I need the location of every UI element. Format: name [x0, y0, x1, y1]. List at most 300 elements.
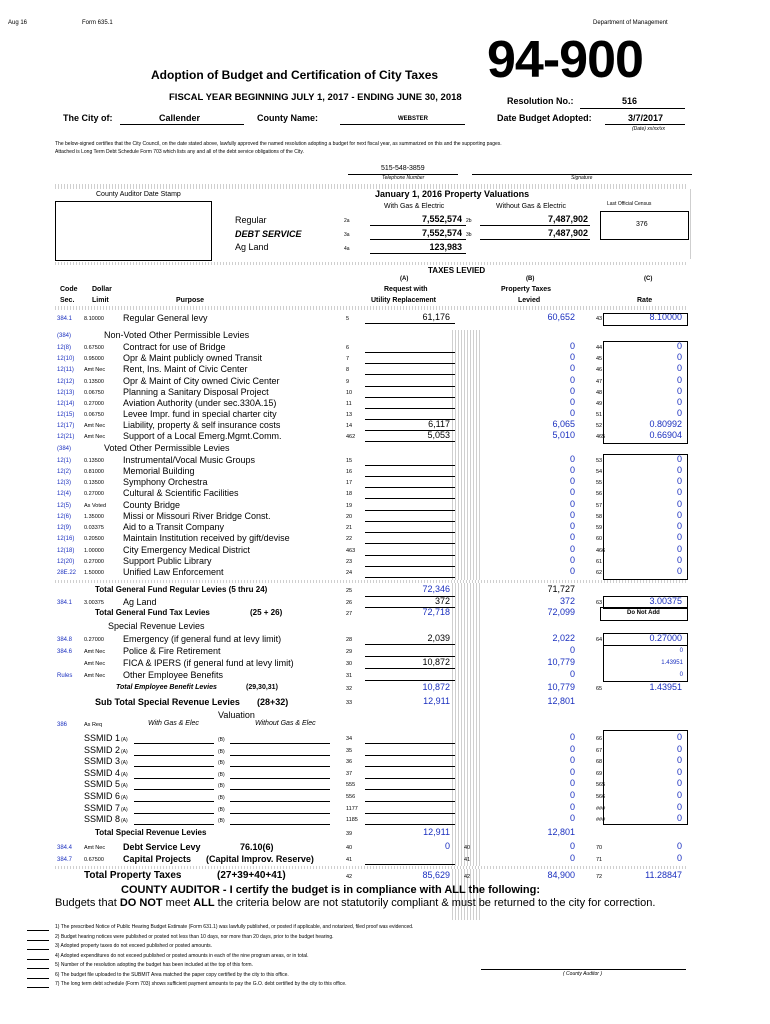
- levied-amount: 0: [569, 510, 575, 520]
- emergency-label: Emergency (if general fund at levy limit): [123, 634, 282, 644]
- ssmid-a-tag: (A): [121, 783, 128, 790]
- levied-amount: 0: [569, 408, 575, 418]
- line-number: 69: [596, 770, 603, 777]
- levy-purpose: Unified Law Enforcement: [123, 567, 224, 577]
- code-sec: (384): [57, 446, 72, 452]
- levied-amount: 0: [569, 544, 575, 554]
- dollar-limit: As Req: [84, 722, 103, 728]
- ssmid-b-tag: (B): [218, 783, 225, 790]
- ssmid-label: SSMID 3: [84, 756, 121, 767]
- ssmid-label: SSMID 4: [84, 767, 121, 778]
- input-underline: [365, 766, 455, 767]
- ssmid-rate: 0: [676, 790, 682, 800]
- line-number: 6: [346, 345, 350, 351]
- code-sec: 12(15): [57, 412, 75, 418]
- ssmid-levied: 0: [569, 813, 575, 824]
- intro-text-2: Attached is Long Term Debt Schedule Form 703 which lists any and all of the debt service obligations of the City.: [55, 149, 304, 155]
- ssmid-without-field[interactable]: [230, 766, 330, 767]
- dollar-limit: 0.27000: [84, 637, 104, 643]
- request-amount[interactable]: 6,117: [428, 419, 450, 429]
- stamp-label: County Auditor Date Stamp: [96, 191, 181, 198]
- signature-caption: Signature: [571, 175, 593, 181]
- ssmid-rate: 0: [676, 766, 682, 777]
- ssmid-levied: 0: [569, 743, 575, 754]
- ssmid-rate-box: [603, 730, 688, 825]
- dollar-limit: 0.95000: [84, 356, 104, 362]
- ssmid-with-field[interactable]: [134, 801, 214, 802]
- total-general-regular-label: Total General Fund Regular Levies (5 thru 24): [95, 585, 268, 594]
- city-value[interactable]: Callender: [159, 113, 201, 123]
- input-underline: [365, 323, 455, 324]
- line-number: 32: [346, 686, 353, 692]
- valuation-heading: Valuation: [218, 710, 255, 720]
- request-amount[interactable]: 5,053: [427, 430, 450, 440]
- input-underline: [365, 476, 455, 477]
- line-number: 70: [596, 845, 603, 851]
- emergency-a[interactable]: 2,039: [427, 633, 450, 643]
- levied-amount: 0: [569, 555, 575, 565]
- line-number: 4a: [344, 246, 350, 252]
- line-number: 31: [346, 673, 353, 679]
- rate-value: 0: [676, 352, 682, 362]
- ag-land-b: 372: [559, 596, 575, 606]
- rate-value: 0: [676, 566, 682, 576]
- certify-part: Budgets that: [55, 897, 120, 909]
- subtotal-special-b: 12,801: [547, 696, 575, 706]
- code-sec: 384.8: [57, 637, 73, 643]
- levied-amount: 60,652: [547, 312, 575, 322]
- subtotal-special-sub: (28+32): [257, 697, 289, 707]
- employee-total-rate: 1.43951: [649, 682, 682, 692]
- checklist-item: 4) Adopted expenditures do not exceed published or posted amounts in each of the nine program areas, or in total.: [55, 952, 309, 959]
- input-underline: [365, 487, 455, 488]
- line-number: 41: [464, 857, 471, 863]
- total-property-a: 85,629: [422, 870, 450, 880]
- levied-amount: 0: [569, 521, 575, 531]
- levy-purpose: Planning a Sanitary Disposal Project: [123, 387, 269, 397]
- line-number: 56: [596, 491, 603, 497]
- ssmid-rate: 0: [676, 743, 682, 754]
- line-number: 63: [596, 600, 603, 606]
- col-b-tag: (B): [526, 276, 535, 282]
- col-a-header-1: Request with: [384, 286, 428, 293]
- ssmid-with-field[interactable]: [134, 743, 214, 744]
- total-special-b: 12,801: [547, 827, 575, 837]
- certify-criteria: [55, 897, 655, 909]
- line-number: 2a: [344, 218, 350, 224]
- val-ag-with[interactable]: 123,983: [429, 242, 462, 252]
- line-number: 1185: [346, 817, 358, 824]
- line-number: 40: [464, 845, 471, 851]
- census-value: 376: [636, 221, 648, 228]
- val-debt-with[interactable]: 7,552,574: [421, 228, 462, 238]
- capital-projects-rate: 0: [676, 853, 682, 863]
- levied-amount: 0: [569, 375, 575, 385]
- total-property-b: 84,900: [547, 870, 575, 880]
- line-number: 19: [346, 503, 353, 509]
- request-amount[interactable]: 61,176: [422, 312, 450, 322]
- levy-purpose: Contract for use of Bridge: [123, 342, 226, 352]
- line-number: 10: [346, 390, 353, 396]
- levied-amount: 0: [569, 386, 575, 396]
- total-general-regular-b: 71,727: [547, 584, 575, 594]
- dollar-limit: 8.10000: [84, 316, 104, 322]
- certify-heading: COUNTY AUDITOR - I certify the budget is in compliance with ALL the following:: [121, 884, 541, 896]
- ssmid-b-tag: (B): [218, 748, 225, 755]
- dollar-limit: 0.27000: [84, 491, 104, 497]
- line-number: 3b: [466, 232, 472, 238]
- ssmid-without-field[interactable]: [230, 801, 330, 802]
- ssmid-levied: 0: [569, 801, 575, 812]
- code-sec: 12(17): [57, 423, 75, 429]
- rate-value: 0: [676, 375, 682, 385]
- ssmid-levied: 0: [569, 732, 575, 742]
- rate-value: 0: [676, 499, 682, 509]
- ssmid-label: SSMID 1: [84, 733, 121, 743]
- certify-part: the criteria below are not statutorily compliant & must be returned to the city for correction.: [214, 897, 656, 909]
- input-underline: [365, 386, 455, 387]
- line-number: 44: [596, 345, 603, 351]
- line-number: 37: [346, 770, 353, 777]
- levy-purpose: Aviation Authority (under sec.330A.15): [123, 398, 277, 408]
- input-underline: [365, 532, 455, 533]
- line-number: 463: [346, 548, 356, 554]
- rate-value: 0: [676, 555, 682, 565]
- rate-value: 0: [676, 476, 682, 486]
- ssmid-without-field[interactable]: [230, 778, 330, 779]
- levied-amount: 5,010: [552, 430, 575, 440]
- line-number: 55: [596, 480, 603, 486]
- total-property-sub: (27+39+40+41): [217, 870, 286, 881]
- page-title: Adoption of Budget and Certification of City Taxes: [151, 68, 439, 82]
- line-number: 71: [596, 857, 603, 863]
- phone-number[interactable]: 515-548-3859: [381, 165, 425, 172]
- code-sec: 12(14): [57, 401, 75, 407]
- ssmid-without-field[interactable]: [230, 824, 330, 825]
- subtotal-special-label: Sub Total Special Revenue Levies: [95, 697, 240, 707]
- rate-value: 0.80992: [649, 419, 682, 429]
- levy-purpose: Support of a Local Emerg.Mgmt.Comm.: [123, 431, 282, 441]
- dollar-limit: Amt Nec: [84, 423, 106, 429]
- rate-value: 0: [676, 408, 682, 418]
- dollar-limit: 0.27000: [84, 401, 104, 407]
- line-number: 48: [596, 390, 603, 396]
- resolution-value[interactable]: 516: [622, 96, 638, 106]
- line-number: 466: [596, 548, 606, 554]
- line-number: 29: [346, 649, 353, 655]
- ssmid-label: SSMID 2: [84, 744, 121, 755]
- code-sec: 12(4): [57, 491, 72, 497]
- rate-value: 0.66904: [649, 430, 682, 440]
- levied-amount: 0: [569, 397, 575, 407]
- code-sec: 12(9): [57, 525, 72, 531]
- line-number: 566: [596, 794, 606, 800]
- ssmid-without-field[interactable]: [230, 789, 330, 790]
- ssmid-without-field[interactable]: [230, 743, 330, 744]
- levy-purpose: Cultural & Scientific Facilities: [123, 488, 239, 498]
- levy-purpose: Regular General levy: [123, 313, 208, 323]
- other-employee-b: 0: [569, 669, 575, 679]
- val-regular-with[interactable]: 7,552,574: [421, 214, 462, 224]
- line-number: 46: [596, 367, 603, 373]
- rate-value: 0: [676, 521, 682, 531]
- col-b-header-2: Levied: [518, 297, 541, 304]
- total-property-rate: 11.28847: [645, 870, 682, 880]
- ssmid-rate: 0: [676, 732, 682, 742]
- code-sec: 12(18): [57, 548, 75, 554]
- other-employee-label: Other Employee Benefits: [123, 670, 224, 680]
- levied-amount: 0: [569, 476, 575, 486]
- line-number: 39: [346, 831, 353, 837]
- line-number: 47: [596, 379, 603, 385]
- code-sec: 12(11): [57, 367, 74, 373]
- intro-text-1: The below-signed certifies that the City Council, on the date stated above, lawfully approved the named resolution adopting a budget for next fiscal year, as summarized on this and the supporting pages.: [55, 141, 502, 147]
- input-underline: [365, 778, 455, 779]
- dollar-limit: 0.13500: [84, 480, 104, 486]
- dollar-limit: Amt Nec: [84, 845, 106, 851]
- code-sec: 12(12): [57, 379, 75, 385]
- input-underline: [365, 521, 455, 522]
- checklist-item: 1) The prescribed Notice of Public Hearing Budget Estimate (Form 631.1) was lawfully published, or posted if applicable, and notarized, filed proof was evidenced.: [55, 924, 414, 930]
- val-debt-without[interactable]: 7,487,902: [547, 228, 588, 238]
- dollar-limit: 1.35000: [84, 514, 104, 520]
- ssmid-levied: 0: [569, 778, 575, 789]
- dollar-limit: Amt Nec: [84, 434, 106, 440]
- levied-amount: 0: [569, 341, 575, 351]
- levy-purpose: Symphony Orchestra: [123, 477, 208, 487]
- total-general-tax-sub: (25 + 26): [250, 608, 283, 617]
- line-number: 465: [596, 434, 606, 440]
- input-underline: [365, 352, 455, 353]
- col-a-tag: (A): [400, 276, 409, 282]
- input-underline: [365, 743, 455, 744]
- line-number: 22: [346, 536, 353, 542]
- line-number: 43: [596, 316, 603, 322]
- code-sec: 12(13): [57, 390, 75, 396]
- ssmid-rate: 0: [676, 755, 682, 766]
- ssmid-with-field[interactable]: [134, 755, 214, 756]
- total-general-regular-a: 72,346: [422, 584, 450, 594]
- code-sec: 384.1: [57, 316, 73, 322]
- dollar-limit: Amt Nec: [84, 649, 106, 655]
- col-c-header: Rate: [637, 297, 653, 304]
- benefit-rate-box: [603, 645, 688, 682]
- purpose-header: Purpose: [176, 297, 205, 304]
- ssmid-without-field[interactable]: [230, 813, 330, 814]
- line-number: 42: [464, 874, 471, 880]
- rate-value: 0: [676, 465, 682, 475]
- line-number: 5: [346, 316, 350, 322]
- check-blank[interactable]: [27, 949, 49, 950]
- line-number: 7: [346, 356, 350, 362]
- total-special-label: Total Special Revenue Levies: [95, 828, 207, 837]
- ssmid-with-field[interactable]: [134, 778, 214, 779]
- levied-amount: 0: [569, 532, 575, 542]
- debt-service-label: Debt Service Levy: [123, 842, 201, 852]
- line-number: 462: [346, 434, 356, 440]
- total-general-tax-b: 72,099: [547, 607, 575, 617]
- dollar-limit: 0.03375: [84, 525, 104, 531]
- line-number: 26: [346, 600, 353, 606]
- checklist-item: 7) The long term debt schedule (Form 703) shows sufficient payment amounts to pay the G.O. debt certified by the city to this office.: [55, 981, 347, 987]
- ssmid-rate: 0: [676, 813, 682, 824]
- code-sec: 12(21): [57, 434, 75, 440]
- resolution-label: Resolution No.:: [507, 96, 574, 106]
- line-number: ###: [596, 817, 606, 824]
- code-sec: 384.1: [57, 600, 73, 606]
- ssmid-rate: 0: [676, 801, 682, 812]
- ssmid-a-tag: (A): [121, 818, 128, 825]
- census-label: Last Official Census: [607, 201, 652, 207]
- line-number: 66: [596, 736, 603, 742]
- levy-purpose: Maintain Institution received by gift/devise: [123, 533, 290, 543]
- line-number: 59: [596, 525, 603, 531]
- rate-value: 8.10000: [649, 312, 682, 322]
- ssmid-with-field[interactable]: [134, 789, 214, 790]
- ssmid-label: SSMID 8: [84, 814, 121, 825]
- big-form-number: 94-900: [487, 31, 643, 89]
- levied-amount: 0: [569, 465, 575, 475]
- code-sec: 12(10): [57, 356, 75, 362]
- dollar-limit: 0.27000: [84, 559, 104, 565]
- line-number: 17: [346, 480, 353, 486]
- checklist-item: 3) Adopted property taxes do not exceed published or posted amounts.: [55, 943, 213, 949]
- val-regular-without[interactable]: 7,487,902: [547, 214, 588, 224]
- line-number: 67: [596, 747, 603, 754]
- line-number: 8: [346, 367, 350, 373]
- line-number: 40: [346, 845, 353, 851]
- dollar-limit: 0.13500: [84, 379, 104, 385]
- fica-ipers-label: FICA & IPERS (if general fund at levy limit): [123, 658, 294, 668]
- capital-projects-sub: (Capital Improv. Reserve): [206, 854, 314, 864]
- employee-total-b: 10,779: [547, 682, 575, 692]
- check-blank[interactable]: [27, 940, 49, 941]
- line-number: 2b: [466, 218, 472, 224]
- levied-amount: 6,065: [552, 419, 575, 429]
- input-underline: [365, 813, 455, 814]
- police-fire-rate: 0: [679, 648, 683, 654]
- levy-purpose: Liability, property & self insurance costs: [123, 420, 281, 430]
- ssmid-with-field[interactable]: [134, 766, 214, 767]
- rate-value: 0: [676, 397, 682, 407]
- line-number: 30: [346, 661, 353, 667]
- taxes-levied-title: TAXES LEVIED: [428, 266, 486, 275]
- total-property-label: Total Property Taxes: [84, 870, 182, 881]
- debt-service-sub: 76.10(6): [240, 842, 274, 852]
- date-adopted-value[interactable]: 3/7/2017: [628, 113, 664, 123]
- rate-value: 0: [676, 386, 682, 396]
- ssmid-label: SSMID 6: [84, 791, 121, 801]
- levy-purpose: Support Public Library: [123, 556, 212, 566]
- county-label: County Name:: [257, 113, 319, 123]
- levy-purpose: Instrumental/Vocal Music Groups: [123, 455, 256, 465]
- code-sec: Rules: [57, 673, 73, 679]
- line-number: ###: [596, 805, 606, 812]
- special-revenue-heading: Special Revenue Levies: [108, 621, 205, 631]
- debt-service-b: 0: [569, 841, 575, 851]
- rate-box: [603, 454, 688, 580]
- ssmid-with-field[interactable]: [134, 824, 214, 825]
- total-general-tax-label: Total General Fund Tax Levies: [95, 608, 210, 617]
- levy-purpose: City Emergency Medical District: [123, 545, 251, 555]
- code-sec: 384.4: [57, 845, 73, 851]
- val-label-regular: Regular: [235, 215, 267, 225]
- line-number: 57: [596, 503, 603, 509]
- date-stamp-box: [55, 201, 212, 261]
- rate-box: [603, 341, 688, 444]
- police-fire-b: 0: [569, 645, 575, 655]
- county-value[interactable]: WEBSTER: [398, 116, 428, 122]
- rate-value: 0: [676, 454, 682, 464]
- line-number: 62: [596, 570, 603, 576]
- check-blank[interactable]: [27, 978, 49, 979]
- debt-service-a: 0: [444, 841, 450, 851]
- emergency-b: 2,022: [552, 633, 575, 643]
- city-label: The City of:: [63, 113, 113, 123]
- val-label-debt: DEBT SERVICE: [235, 229, 302, 239]
- ssmid-label: SSMID 5: [84, 779, 121, 790]
- input-underline: [365, 408, 455, 409]
- col-a-header-2: Utility Replacement: [371, 297, 436, 304]
- form-number: Form 635.1: [82, 20, 113, 26]
- input-underline: [365, 397, 455, 398]
- line-number: 45: [596, 356, 603, 362]
- input-underline: [365, 498, 455, 499]
- fica-ipers-b: 10,779: [547, 657, 575, 667]
- ssmid-without-field[interactable]: [230, 755, 330, 756]
- code-sec: 12(6): [57, 514, 72, 520]
- check-blank[interactable]: [27, 930, 49, 931]
- line-number: 64: [596, 637, 603, 643]
- check-blank[interactable]: [27, 987, 49, 988]
- ssmid-levied: 0: [569, 755, 575, 766]
- code-sec: 386: [57, 722, 68, 728]
- line-number: 3a: [344, 232, 350, 238]
- levy-purpose: Opr & Maint of City owned Civic Center: [123, 376, 280, 386]
- ssmid-with-field[interactable]: [134, 813, 214, 814]
- line-number: 34: [346, 736, 353, 742]
- line-number: 42: [346, 874, 353, 880]
- check-blank[interactable]: [27, 968, 49, 969]
- dollar-limit: 0.06750: [84, 412, 104, 418]
- line-number: 65: [596, 686, 603, 692]
- levied-amount: 0: [569, 352, 575, 362]
- check-blank[interactable]: [27, 959, 49, 960]
- input-underline: [365, 441, 455, 442]
- line-number: 52: [596, 423, 603, 429]
- dollar-limit: Amt Nec: [84, 367, 106, 373]
- code-header-2: Sec.: [60, 297, 75, 304]
- col-c-tag: (C): [644, 276, 653, 282]
- levy-purpose: Opr & Maint publicly owned Transit: [123, 353, 263, 363]
- ag-land-a[interactable]: 372: [434, 596, 450, 606]
- without-gas-header: Without Gas & Electric: [496, 203, 567, 210]
- dollar-limit: As Voted: [84, 503, 107, 509]
- ssmid-a-tag: (A): [121, 771, 128, 778]
- police-fire-label: Police & Fire Retirement: [123, 646, 221, 656]
- ssmid-b-tag: (B): [218, 795, 225, 801]
- fica-ipers-a[interactable]: 10,872: [422, 657, 450, 667]
- rate-box: [603, 313, 688, 326]
- line-number: 24: [346, 570, 353, 576]
- checklist-item: 5) Number of the resolution adopting the budget has been included at the top of this form.: [55, 962, 253, 968]
- line-number: 72: [596, 874, 603, 880]
- line-number: 18: [346, 491, 353, 497]
- line-number: 9: [346, 379, 350, 385]
- rate-value: 0: [676, 510, 682, 520]
- input-underline: [365, 363, 455, 364]
- dollar-limit: 0.06750: [84, 390, 104, 396]
